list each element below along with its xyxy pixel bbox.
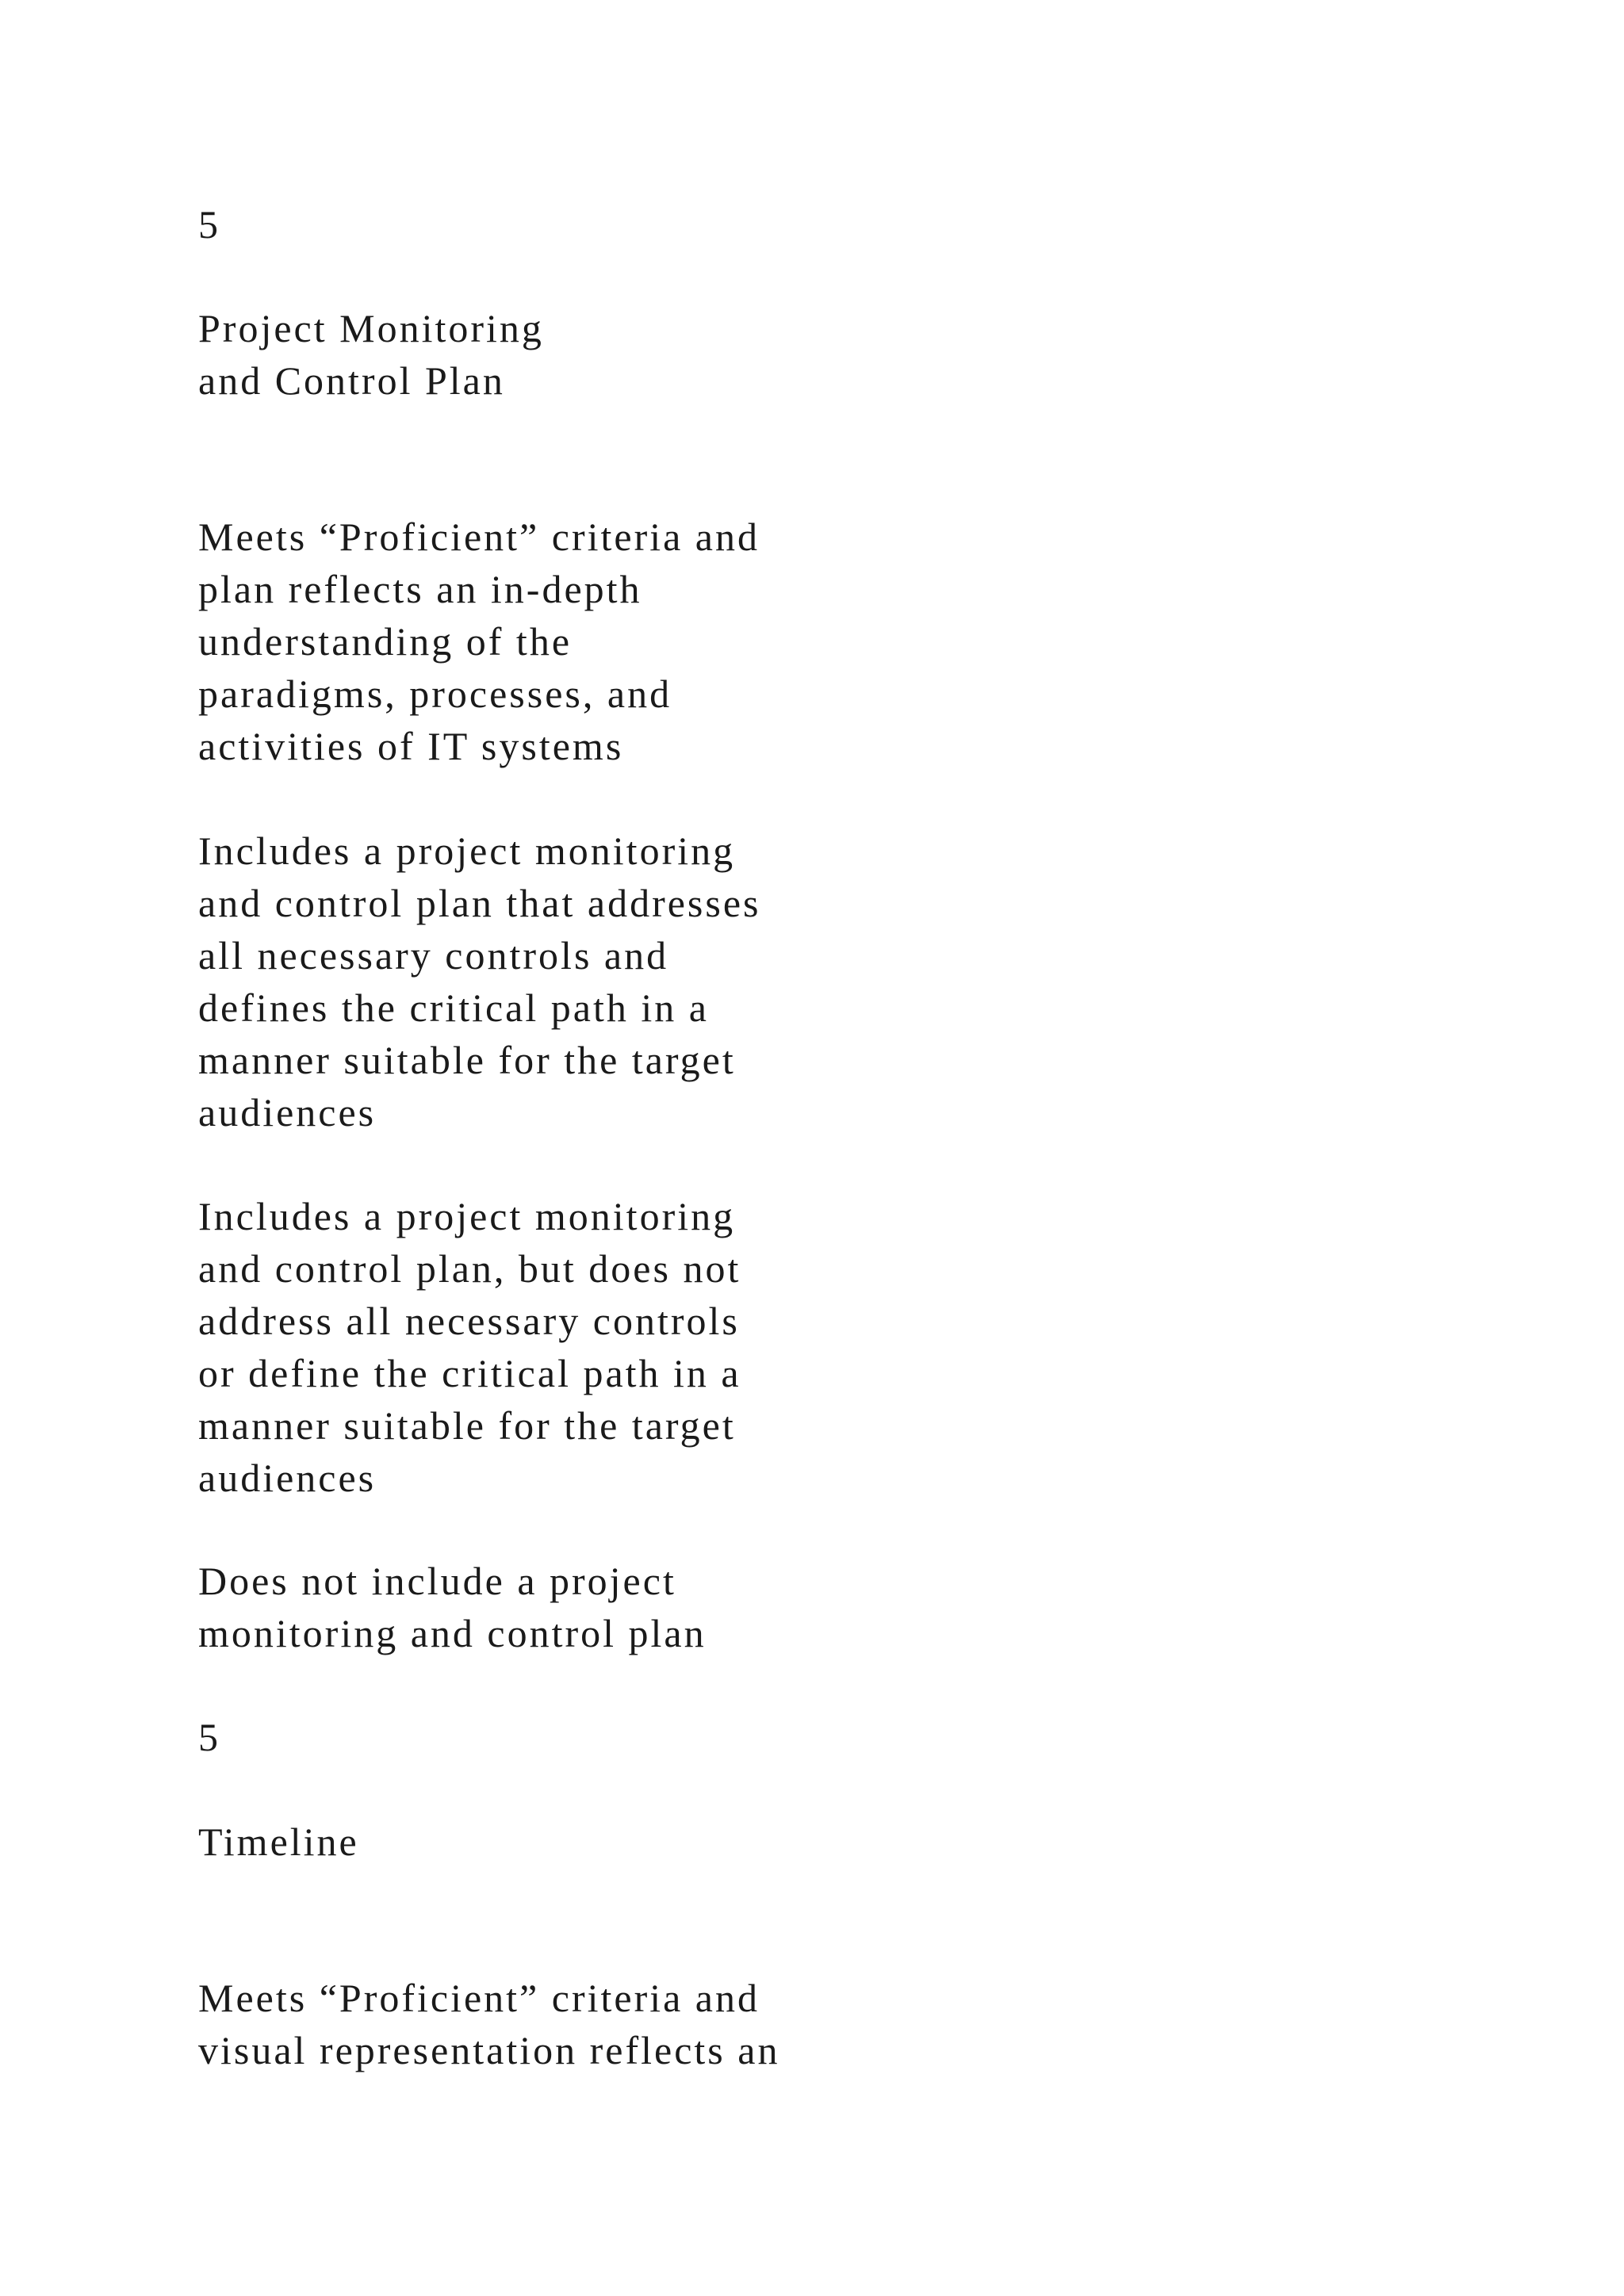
score-value-1: 5 <box>198 202 220 247</box>
score-value-2: 5 <box>198 1715 220 1759</box>
exemplary-criteria-2 <box>198 1972 779 2076</box>
text-line: all necessary controls and <box>198 933 669 978</box>
text-line: Does not include a project <box>198 1559 676 1603</box>
text-line: activities of IT systems <box>198 724 624 768</box>
text-line: and control plan that addresses <box>198 881 761 925</box>
text-line: Includes a project monitoring <box>198 1194 736 1238</box>
proficient-criteria-1 <box>198 825 760 1138</box>
text-line: Meets “Proficient” criteria and <box>198 1976 760 2020</box>
text-line: paradigms, processes, and <box>198 672 672 716</box>
text-line: Meets “Proficient” criteria and <box>198 515 760 559</box>
text-line: monitoring and control plan <box>198 1611 707 1655</box>
text-line: audiences <box>198 1090 377 1135</box>
text-line: manner suitable for the target <box>198 1038 736 1082</box>
text-line: address all necessary controls <box>198 1299 740 1343</box>
text-line: visual representation reflects an <box>198 2028 780 2072</box>
section-title-project-monitoring <box>198 302 544 407</box>
text-line: defines the critical path in a <box>198 985 709 1030</box>
text-line: plan reflects an in-depth <box>198 567 642 611</box>
text-line: audiences <box>198 1456 377 1500</box>
section-title-timeline <box>198 1816 359 1868</box>
text-line: and control plan, but does not <box>198 1246 741 1291</box>
not-evident-criteria-1 <box>198 1555 707 1659</box>
text-line: or define the critical path in a <box>198 1351 741 1395</box>
text-line: Includes a project monitoring <box>198 828 736 873</box>
exemplary-criteria-1 <box>198 511 760 772</box>
section-title-line: and Control Plan <box>198 358 505 403</box>
needs-improvement-criteria-1 <box>198 1190 741 1504</box>
section-title-line: Timeline <box>198 1820 359 1864</box>
text-line: understanding of the <box>198 619 573 664</box>
section-title-line: Project Monitoring <box>198 306 544 350</box>
text-line: manner suitable for the target <box>198 1403 736 1448</box>
